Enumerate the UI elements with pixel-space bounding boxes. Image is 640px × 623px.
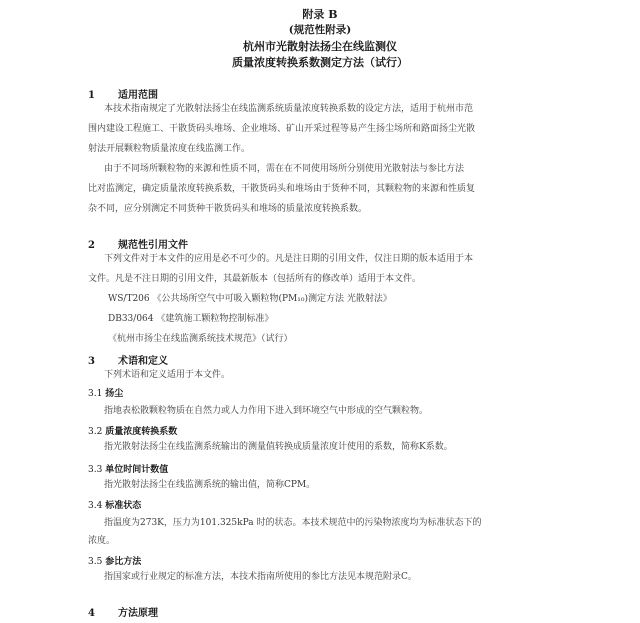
paragraph-line: 下列术语和定义适用于本文件。	[104, 370, 231, 380]
paragraph-line: 比对监测定，确定质量浓度转换系数，干散货码头和堆场由于货种不同，其颗粒物的来源和性质复	[88, 184, 476, 194]
term-3-4	[88, 498, 141, 511]
term-definition: 指光散射法扬尘在线监测系统的输出值，简称CPM。	[104, 480, 316, 490]
term-3-5	[88, 554, 141, 567]
term-number: 3.2	[88, 427, 103, 437]
reference-item: WS/T206 《公共场所空气中可吸入颗粒物(PM₁₀)测定方法 光散射法》	[108, 294, 392, 304]
term-definition: 指国家或行业规定的标准方法，本技术指南所使用的参比方法见本规范附录C。	[104, 572, 417, 582]
paragraph-line: 射法开展颗粒物质量浓度在线监测工作。	[88, 144, 251, 154]
section-number: 4	[88, 608, 95, 619]
section-3-heading	[88, 352, 168, 367]
term-definition: 指光散射法扬尘在线监测系统输出的测量值转换成质量浓度计使用的系数，简称K系数。	[104, 442, 453, 452]
document-title-line2: 质量浓度转换系数测定方法（试行）	[232, 56, 408, 69]
section-number: 2	[88, 240, 95, 251]
term-number: 3.4	[88, 501, 103, 511]
term-definition: 指地表松散颗粒物质在自然力或人力作用下进入到环境空气中形成的空气颗粒物。	[104, 406, 429, 416]
term-3-3	[88, 462, 168, 475]
term-definition-cont: 浓度。	[88, 536, 116, 546]
section-title: 规范性引用文件	[118, 240, 188, 251]
term-number: 3.3	[88, 465, 103, 475]
paragraph-line: 本技术指南规定了光散射法扬尘在线监测系统质量浓度转换系数的设定方法，适用于杭州市范	[104, 104, 474, 114]
term-3-1	[88, 386, 123, 399]
reference-item: DB33/064 《建筑施工颗粒物控制标准》	[108, 314, 274, 324]
term-3-2	[88, 424, 177, 437]
term-name: 标准状态	[105, 501, 142, 511]
section-number: 3	[88, 356, 95, 367]
section-1-heading	[88, 86, 158, 101]
section-title: 方法原理	[118, 608, 158, 619]
paragraph-line: 围内建设工程施工、干散货码头堆场、企业堆场、矿山开采过程等易产生扬尘场所和路面扬尘光散	[88, 124, 476, 134]
paragraph-line: 文件。凡是不注日期的引用文件，其最新版本（包括所有的修改单）适用于本文件。	[88, 274, 422, 284]
paragraph-line: 由于不同场所颗粒物的来源和性质不同，需在在不同使用场所分别使用光散射法与参比方法	[104, 164, 465, 174]
section-4-heading	[88, 604, 158, 619]
term-number: 3.1	[88, 389, 103, 399]
section-title: 适用范围	[118, 90, 158, 101]
section-2-heading	[88, 236, 188, 251]
annex-type: (规范性附录)	[288, 24, 352, 36]
document-title-line1: 杭州市光散射法扬尘在线监测仪	[243, 40, 397, 53]
term-name: 单位时间计数值	[105, 465, 169, 475]
reference-item: 《杭州市扬尘在线监测系统技术规范》（试行）	[108, 334, 293, 344]
term-name: 质量浓度转换系数	[105, 427, 178, 437]
paragraph-line: 杂不同，应分别测定不同货种干散货码头和堆场的质量浓度转换系数。	[88, 204, 368, 214]
annex-label: 附录 B	[302, 8, 338, 21]
term-name: 扬尘	[105, 389, 124, 399]
term-number: 3.5	[88, 557, 103, 567]
term-definition: 指温度为273K，压力为101.325kPa 时的状态。本技术规范中的污染物浓度均为标准状态下的	[104, 518, 482, 528]
term-name: 参比方法	[105, 557, 142, 567]
paragraph-line: 下列文件对于本文件的应用是必不可少的。凡是注日期的引用文件，仅注日期的版本适用于本	[104, 254, 474, 264]
section-title: 术语和定义	[118, 356, 168, 367]
section-number: 1	[88, 90, 95, 101]
